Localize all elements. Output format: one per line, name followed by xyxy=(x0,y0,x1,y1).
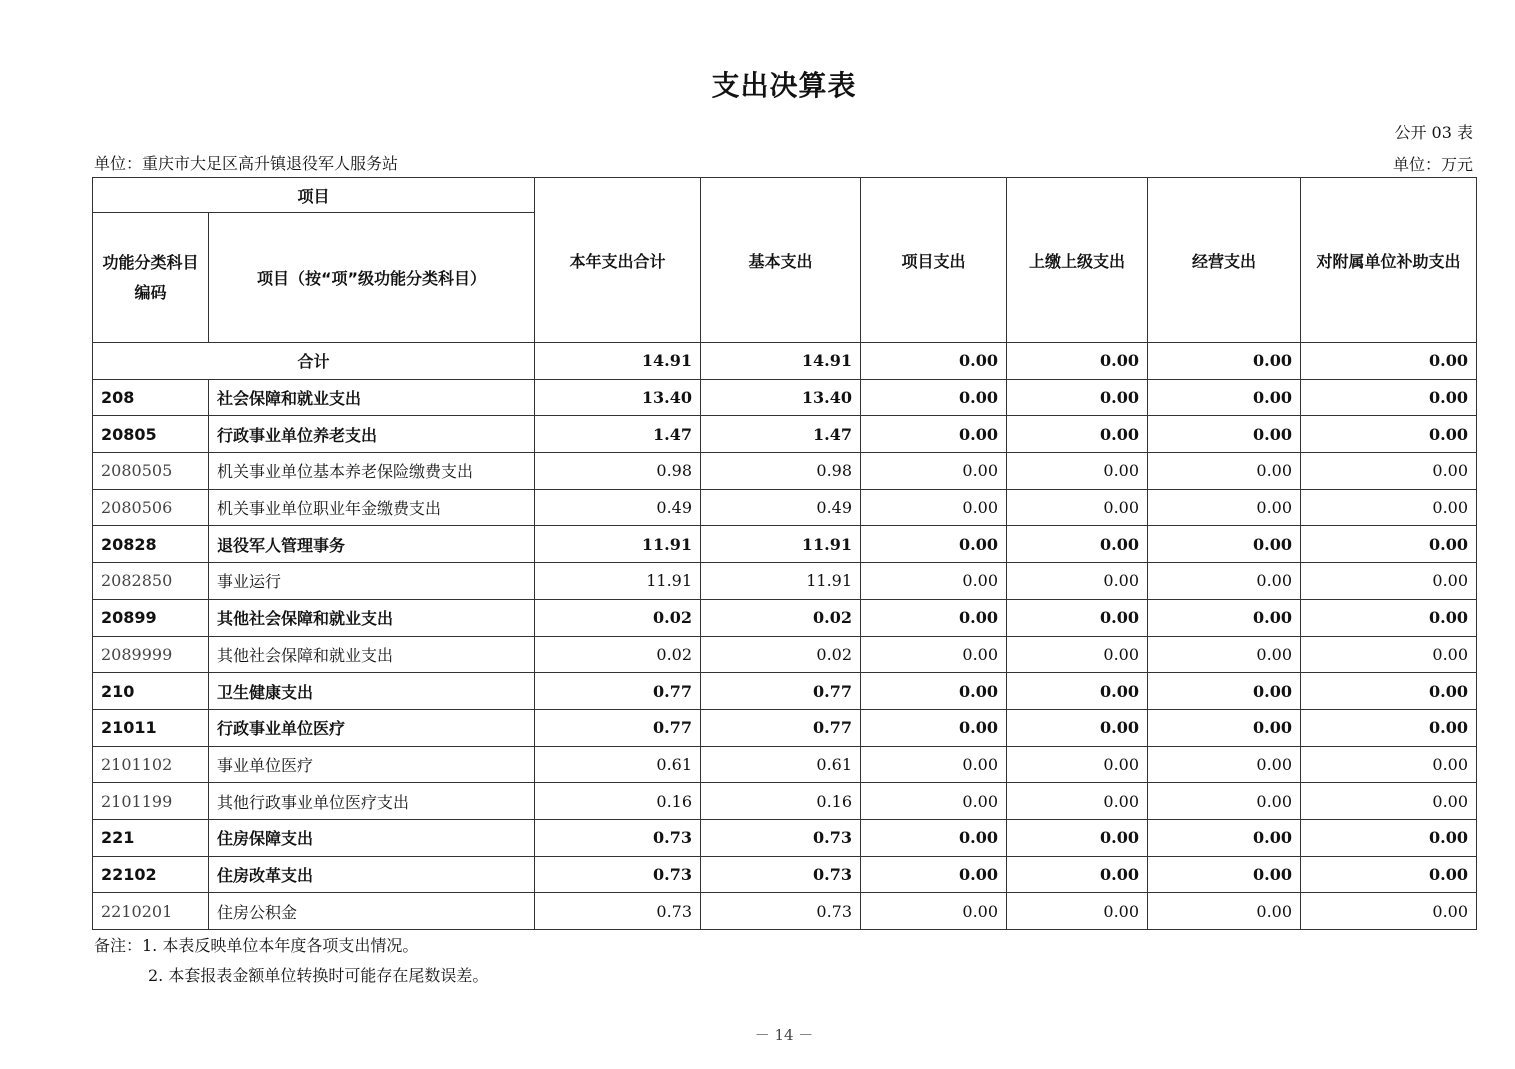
amount-cell: 0.00 xyxy=(1007,636,1148,673)
amount-cell: 11.91 xyxy=(701,526,861,563)
table-row xyxy=(93,636,1477,673)
code-cell: 20805 xyxy=(93,416,209,453)
amount-cell: 0.00 xyxy=(1148,453,1301,490)
amount-cell: 0.00 xyxy=(861,893,1007,930)
amount-cell: 0.00 xyxy=(861,563,1007,600)
amount-cell: 0.00 xyxy=(861,856,1007,893)
amount-cell: 0.00 xyxy=(1148,599,1301,636)
header-business: 经营支出 xyxy=(1148,178,1301,343)
amount-cell: 0.00 xyxy=(861,746,1007,783)
amount-cell: 0.73 xyxy=(701,893,861,930)
item-name-cell: 行政事业单位养老支出 xyxy=(209,416,535,453)
table-row xyxy=(93,599,1477,636)
amount-cell: 13.40 xyxy=(535,379,701,416)
header-project: 项目 xyxy=(93,178,535,213)
amount-cell: 0.00 xyxy=(861,783,1007,820)
item-name-cell: 事业单位医疗 xyxy=(209,746,535,783)
code-cell: 2089999 xyxy=(93,636,209,673)
amount-cell: 0.77 xyxy=(701,709,861,746)
amount-cell: 0.00 xyxy=(861,819,1007,856)
item-name-cell: 事业运行 xyxy=(209,563,535,600)
amount-cell: 0.73 xyxy=(701,856,861,893)
header-upper-payment: 上缴上级支出 xyxy=(1007,178,1148,343)
table-body xyxy=(93,343,1477,930)
item-name-cell: 机关事业单位职业年金缴费支出 xyxy=(209,489,535,526)
amount-cell: 0.00 xyxy=(861,489,1007,526)
amount-cell: 0.00 xyxy=(1301,563,1477,600)
amount-cell: 0.00 xyxy=(1148,379,1301,416)
amount-cell: 0.00 xyxy=(1301,636,1477,673)
amount-cell: 0.00 xyxy=(1148,673,1301,710)
code-cell: 2101102 xyxy=(93,746,209,783)
amount-cell: 0.00 xyxy=(1007,709,1148,746)
amount-cell: 0.00 xyxy=(1301,856,1477,893)
amount-cell: 0.00 xyxy=(1301,746,1477,783)
item-name-cell: 住房公积金 xyxy=(209,893,535,930)
item-name-cell: 卫生健康支出 xyxy=(209,673,535,710)
amount-cell: 0.00 xyxy=(1301,416,1477,453)
item-name-cell: 行政事业单位医疗 xyxy=(209,709,535,746)
amount-cell: 0.02 xyxy=(535,636,701,673)
table-row xyxy=(93,489,1477,526)
amount-cell: 0.00 xyxy=(1301,599,1477,636)
amount-cell: 1.47 xyxy=(535,416,701,453)
table-row xyxy=(93,453,1477,490)
code-cell: 21011 xyxy=(93,709,209,746)
total-cell: 0.00 xyxy=(861,343,1007,380)
header-code: 功能分类科目编码 xyxy=(93,213,209,343)
amount-cell: 0.02 xyxy=(701,599,861,636)
amount-cell: 0.00 xyxy=(1301,893,1477,930)
amount-cell: 0.00 xyxy=(1148,489,1301,526)
amount-cell: 0.16 xyxy=(701,783,861,820)
amount-cell: 0.61 xyxy=(535,746,701,783)
amount-cell: 0.00 xyxy=(1148,856,1301,893)
amount-cell: 0.61 xyxy=(701,746,861,783)
amount-cell: 0.00 xyxy=(1007,893,1148,930)
amount-cell: 0.00 xyxy=(1148,709,1301,746)
amount-cell: 0.00 xyxy=(1301,673,1477,710)
amount-cell: 0.02 xyxy=(701,636,861,673)
amount-cell: 0.77 xyxy=(535,673,701,710)
amount-cell: 0.00 xyxy=(1007,783,1148,820)
amount-cell: 0.00 xyxy=(1007,673,1148,710)
amount-cell: 0.00 xyxy=(1301,783,1477,820)
table-row xyxy=(93,819,1477,856)
item-name-cell: 其他社会保障和就业支出 xyxy=(209,636,535,673)
amount-cell: 0.02 xyxy=(535,599,701,636)
table-row xyxy=(93,563,1477,600)
amount-cell: 0.00 xyxy=(861,526,1007,563)
header-item: 项目（按“项”级功能分类科目） xyxy=(209,213,535,343)
amount-cell: 0.00 xyxy=(1148,893,1301,930)
amount-cell: 0.00 xyxy=(861,636,1007,673)
table-row xyxy=(93,856,1477,893)
expenditure-table xyxy=(92,177,1477,930)
code-cell: 210 xyxy=(93,673,209,710)
item-name-cell: 住房改革支出 xyxy=(209,856,535,893)
amount-cell: 0.77 xyxy=(535,709,701,746)
amount-cell: 0.00 xyxy=(1007,453,1148,490)
page-title: 支出决算表 xyxy=(711,69,857,102)
note-2: 2. 本套报表金额单位转换时可能存在尾数误差。 xyxy=(148,966,489,985)
form-number: 公开 03 表 xyxy=(1394,123,1473,142)
code-cell: 2082850 xyxy=(93,563,209,600)
amount-cell: 0.49 xyxy=(701,489,861,526)
amount-cell: 11.91 xyxy=(535,526,701,563)
unit-currency: 单位：万元 xyxy=(1392,155,1473,174)
table-row xyxy=(93,379,1477,416)
code-cell: 2080505 xyxy=(93,453,209,490)
total-cell: 0.00 xyxy=(1007,343,1148,380)
item-name-cell: 机关事业单位基本养老保险缴费支出 xyxy=(209,453,535,490)
table-row xyxy=(93,893,1477,930)
amount-cell: 13.40 xyxy=(701,379,861,416)
table-row xyxy=(93,783,1477,820)
table-row xyxy=(93,746,1477,783)
amount-cell: 0.00 xyxy=(1301,526,1477,563)
amount-cell: 0.00 xyxy=(1148,563,1301,600)
total-row xyxy=(93,343,1477,380)
item-name-cell: 住房保障支出 xyxy=(209,819,535,856)
item-name-cell: 其他社会保障和就业支出 xyxy=(209,599,535,636)
amount-cell: 0.00 xyxy=(1007,563,1148,600)
amount-cell: 1.47 xyxy=(701,416,861,453)
amount-cell: 0.00 xyxy=(1148,526,1301,563)
amount-cell: 0.00 xyxy=(1301,489,1477,526)
amount-cell: 0.00 xyxy=(1007,599,1148,636)
amount-cell: 0.73 xyxy=(535,856,701,893)
table-row xyxy=(93,416,1477,453)
amount-cell: 11.91 xyxy=(535,563,701,600)
table-row xyxy=(93,673,1477,710)
code-cell: 20828 xyxy=(93,526,209,563)
amount-cell: 0.00 xyxy=(1148,819,1301,856)
amount-cell: 0.00 xyxy=(861,673,1007,710)
amount-cell: 0.00 xyxy=(1148,636,1301,673)
total-cell: 14.91 xyxy=(701,343,861,380)
code-cell: 2080506 xyxy=(93,489,209,526)
amount-cell: 0.00 xyxy=(861,709,1007,746)
amount-cell: 0.00 xyxy=(1148,416,1301,453)
amount-cell: 11.91 xyxy=(701,563,861,600)
code-cell: 2210201 xyxy=(93,893,209,930)
amount-cell: 0.73 xyxy=(701,819,861,856)
note-1: 备注：1. 本表反映单位本年度各项支出情况。 xyxy=(94,936,419,955)
header-subsidy: 对附属单位补助支出 xyxy=(1301,178,1477,343)
amount-cell: 0.00 xyxy=(1007,379,1148,416)
page-number: － 14 － xyxy=(754,1026,814,1044)
amount-cell: 0.98 xyxy=(701,453,861,490)
amount-cell: 0.77 xyxy=(701,673,861,710)
code-cell: 221 xyxy=(93,819,209,856)
amount-cell: 0.00 xyxy=(1148,746,1301,783)
total-label: 合计 xyxy=(93,343,535,380)
amount-cell: 0.00 xyxy=(861,599,1007,636)
amount-cell: 0.00 xyxy=(1007,526,1148,563)
total-cell: 0.00 xyxy=(1148,343,1301,380)
amount-cell: 0.00 xyxy=(1007,819,1148,856)
item-name-cell: 社会保障和就业支出 xyxy=(209,379,535,416)
header-basic: 基本支出 xyxy=(701,178,861,343)
amount-cell: 0.00 xyxy=(1301,709,1477,746)
amount-cell: 0.98 xyxy=(535,453,701,490)
total-cell: 0.00 xyxy=(1301,343,1477,380)
amount-cell: 0.00 xyxy=(1301,453,1477,490)
amount-cell: 0.00 xyxy=(1301,819,1477,856)
amount-cell: 0.00 xyxy=(1007,489,1148,526)
amount-cell: 0.00 xyxy=(861,379,1007,416)
amount-cell: 0.16 xyxy=(535,783,701,820)
amount-cell: 0.00 xyxy=(1007,416,1148,453)
table-row xyxy=(93,526,1477,563)
unit-organization: 单位：重庆市大足区高升镇退役军人服务站 xyxy=(94,154,399,173)
amount-cell: 0.00 xyxy=(1301,379,1477,416)
amount-cell: 0.00 xyxy=(861,453,1007,490)
code-cell: 20899 xyxy=(93,599,209,636)
amount-cell: 0.49 xyxy=(535,489,701,526)
item-name-cell: 其他行政事业单位医疗支出 xyxy=(209,783,535,820)
amount-cell: 0.00 xyxy=(1007,856,1148,893)
code-cell: 22102 xyxy=(93,856,209,893)
code-cell: 2101199 xyxy=(93,783,209,820)
header-project-expenditure: 项目支出 xyxy=(861,178,1007,343)
amount-cell: 0.73 xyxy=(535,893,701,930)
table-row xyxy=(93,709,1477,746)
amount-cell: 0.00 xyxy=(861,416,1007,453)
header-total: 本年支出合计 xyxy=(535,178,701,343)
code-cell: 208 xyxy=(93,379,209,416)
item-name-cell: 退役军人管理事务 xyxy=(209,526,535,563)
total-cell: 14.91 xyxy=(535,343,701,380)
amount-cell: 0.73 xyxy=(535,819,701,856)
amount-cell: 0.00 xyxy=(1007,746,1148,783)
amount-cell: 0.00 xyxy=(1148,783,1301,820)
